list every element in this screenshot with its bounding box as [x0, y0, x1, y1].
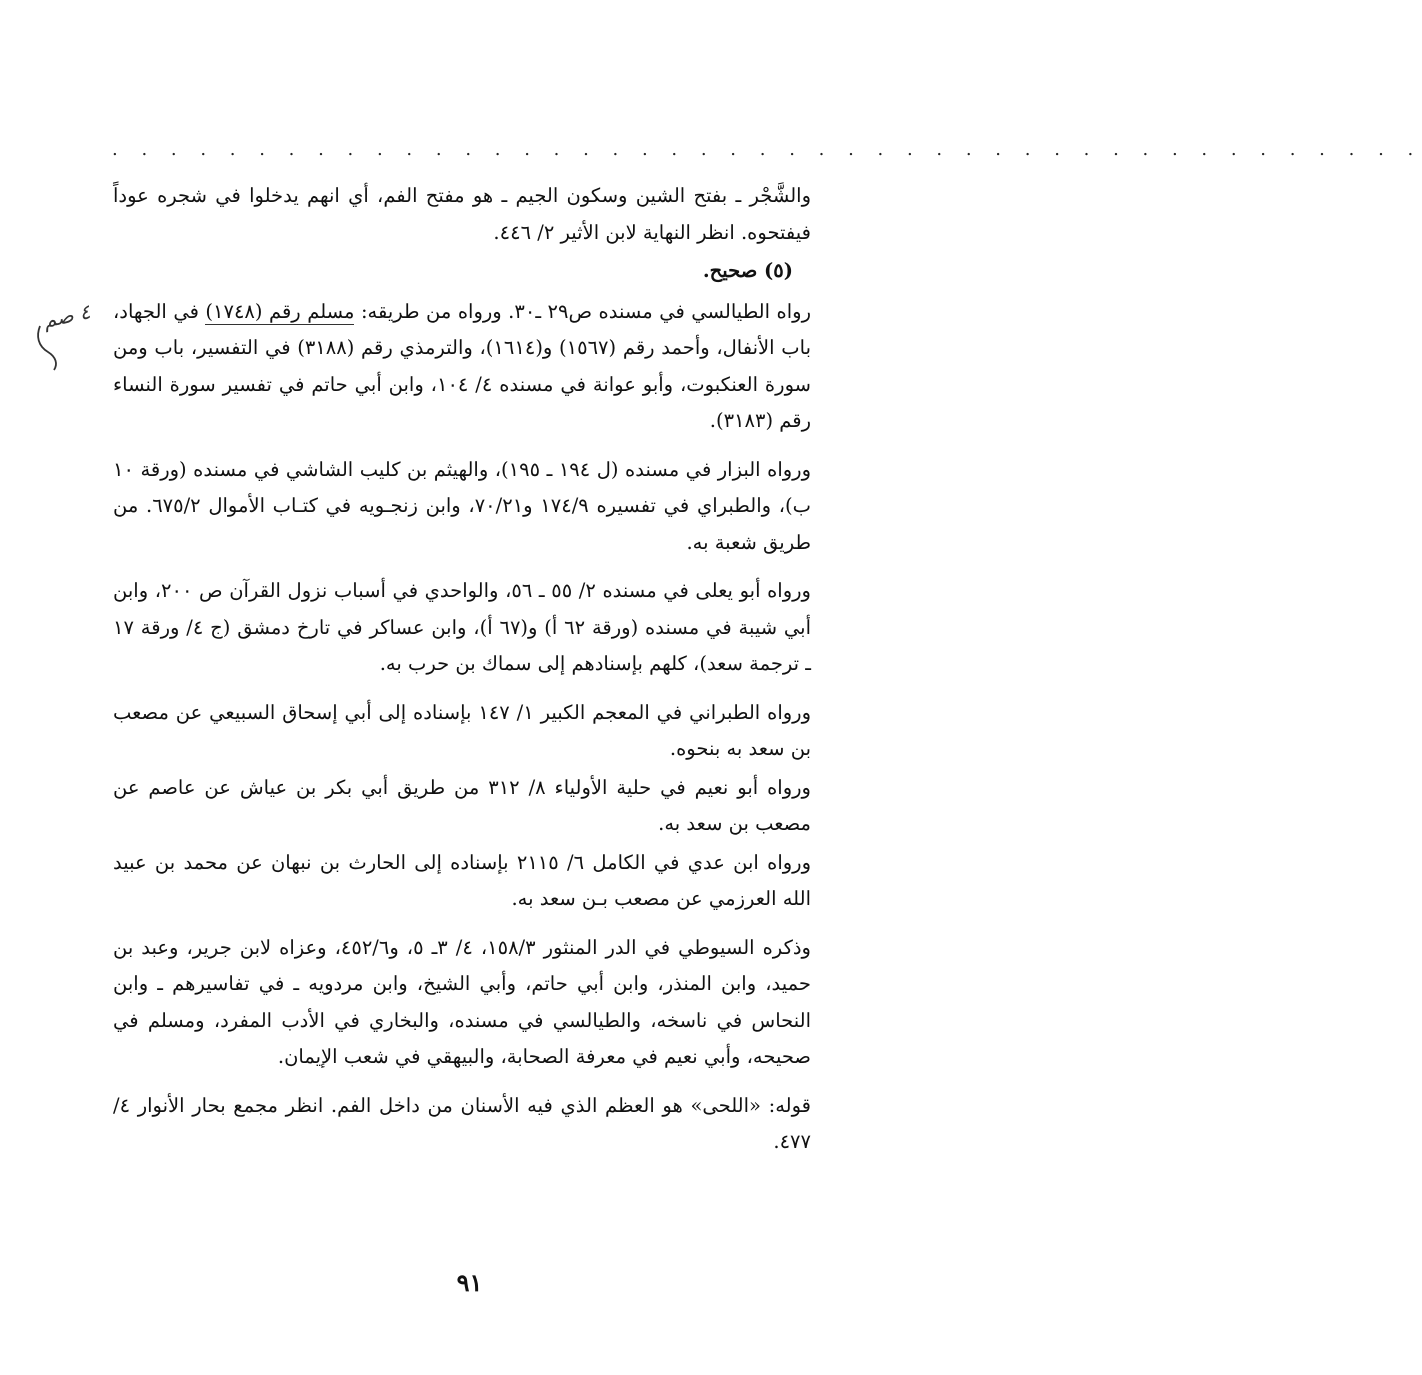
- tayalisi-text-start: رواه الطيالسي في مسنده ص٢٩ ـ٣٠. ورواه من طريقه:: [354, 299, 811, 323]
- paragraph-suyuti: وذكره السيوطي في الدر المنثور ١٥٨/٣، ٤/ ٣ـ ٥، و٤٥٢/٦، وعزاه لابن جرير، وعبد بن حميد، وابن المنذر، وابن أبي حاتم، وأبي الشيخ، وابن مردويه ـ في تفاسيرهم ـ وابن النحاس في ناسخه، والطيالسي في مسنده، والبخاري في الأدب المفرد، ومسلم في صحيحه، وأبي نعيم في معرفة الصحابة، والبيهقي في شعب الإيمان.: [113, 935, 811, 1068]
- footnote-separator: . . . . . . . . . . . . . . . . . . . . . . . . . . . . . . . . . . . . . . . . . . . . .: [112, 139, 1422, 160]
- paragraph-tayalisi: [113, 294, 811, 440]
- paragraph-tabarani: ورواه الطبراني في المعجم الكبير ١/ ١٤٧ بإسناده إلى أبي إسحاق السبيعي عن مصعب بن سعد به بنحوه.: [113, 700, 811, 760]
- footnote-heading-5: (٥) صحيح.: [702, 259, 793, 282]
- paragraph-ibn-adi: ورواه ابن عدي في الكامل ٦/ ٢١١٥ بإسناده إلى الحارث بن نبهان عن محمد بن عبيد الله العرزمي عن مصعب بـن سعد به.: [113, 850, 811, 910]
- footnotes-body: [113, 178, 811, 1173]
- margin-note-text: ٤ صم: [40, 299, 92, 333]
- paragraph-lihya-definition: قوله: «اللحى» هو العظم الذي فيه الأسنان من داخل الفم. انظر مجمع بحار الأنوار ٤/ ٤٧٧.: [113, 1093, 811, 1153]
- page-number: ٩١: [456, 1268, 483, 1297]
- paragraph-bazzar: ورواه البزار في مسنده (ل ١٩٤ ـ ١٩٥)، والهيثم بن كليب الشاشي في مسنده (ورقة ١٠ ب)، والطبراي في تفسيره ١٧٤/٩ و٧٠/٢١، وابن زنجـويه في كتـاب الأموال ٦٧٥/٢. من طريق شعبة به.: [113, 457, 811, 554]
- handwritten-margin-note: [26, 300, 96, 360]
- paragraph-abu-yala: ورواه أبو يعلى في مسنده ٢/ ٥٥ ـ ٥٦، والواحدي في أسباب نزول القرآن ص ٢٠٠، وابن أبي شيبة في مسنده (ورقة ٦٢ أ) و(٦٧ أ)، وابن عساكر في تارخ دمشق (ج ٤/ ورقة ١٧ ـ ترجمة سعد)، كلهم بإسنادهم إلى سماك بن حرب به.: [113, 579, 811, 675]
- paragraph-shajr-definition: والشَّجْر ـ بفتح الشين وسكون الجيم ـ هو مفتح الفم، أي انهم يدخلوا في شجره عوداً فيفتحوه. انظر النهاية لابن الأثير ٢/ ٤٤٦.: [113, 184, 811, 244]
- underlined-citation: مسلم رقم (١٧٤٨): [205, 299, 355, 323]
- margin-note-stroke: [34, 322, 74, 372]
- paragraph-abu-nuaym: ورواه أبو نعيم في حلية الأولياء ٨/ ٣١٢ من طريق أبي بكر بن عياش عن عاصم عن مصعب بن سعد به.: [113, 775, 811, 835]
- tayalisi-text-end: في الجهاد، باب الأنفال، وأحمد رقم (١٥٦٧) و(١٦١٤)، والترمذي رقم (٣١٨٨) في التفسير، باب ومن سورة العنكبوت، وأبو عوانة في مسنده ٤/ ١٠٤، وابن أبي حاتم في تفسير سورة النساء رقم (٣١٨٣).: [113, 299, 811, 432]
